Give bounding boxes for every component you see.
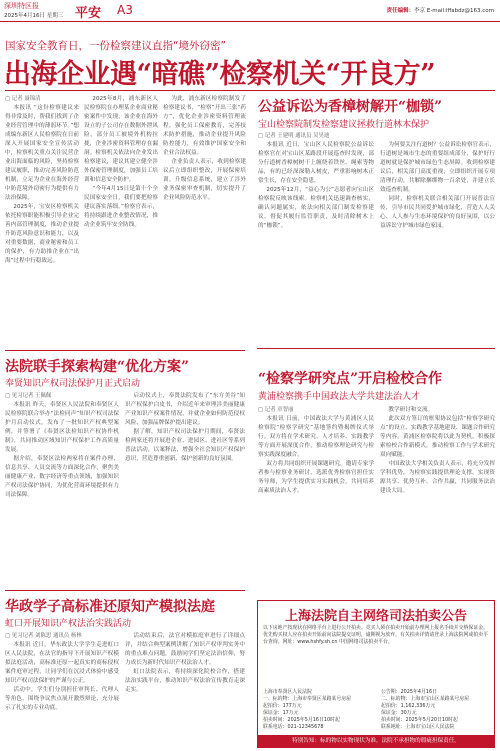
section-name: 平安 (75, 6, 102, 21)
ip-paragraph: 启动仪式上，奉贤法院发布了“东方美谷”知识产权保护白皮书，介绍近年来审理涉美丽健康产业知识产权案件情况，并就企业如何防范侵权风险、加强品牌保护提出建议。 (125, 393, 245, 426)
auction-line: 一、标的物：上海市奉贤区某路某号房屋 (263, 696, 352, 702)
auction-intro: 以下房地产按现状在网络平台上进行公开拍卖。竞买人须在拍卖开始前办理网上报名手续并交纳保证金。优先购买权人应在拍卖开始前向法院提交证明，逾期视为放弃。有关拍卖详情请登录上海法院网或拍卖平台查询。网址：www.hshfy.sh.cn 中国网络司法拍卖平台。 (263, 625, 488, 645)
tree-paragraph: 同时，检察机关联合相关部门开展普法宣传，引导市民共同爱护城市绿化，营造人人关心、人人参与生态环境保护的良好氛围，以公益诉讼守护城市绿色家园。 (380, 196, 495, 229)
lead-kicker: 国家安全教育日，一份检察建议直指“境外窃密” (5, 40, 226, 52)
court-paragraph: 本报讯 近日，华东政法大学学生走进虹口区人民法院，在法官的指导下开展知识产权模拟法庭活动，高标准还原一起真实的商标侵权案件庭审过程，让同学们在沉浸式体验中感受知识产权司法保护的严谨与公正。 (5, 642, 119, 684)
lead-column-1 (5, 95, 79, 345)
ip-column-1 (5, 392, 119, 582)
court-column-1 (5, 632, 119, 749)
auction-line: 二、标的物：上海市宝山区某路某号房屋 (381, 696, 470, 702)
auction-line: 联系地址：上海市宝山区人民法院 (381, 724, 455, 730)
ip-column-2 (125, 392, 245, 582)
tree-paragraph: 2025年12月，“益心为公”志愿者向宝山区检察院反映该线索。检察机关迅速调查核实，确认问题属实，依法向相关部门制发检察建议，督促其履行监管职责，及时清除树木上的“枷锁”。 (258, 187, 374, 229)
auction-line: 拍卖时间：2025年5月20日10时起 (381, 717, 458, 723)
ip-story-subtitle: 奉贤知识产权司法保护月正式启动 (5, 379, 141, 389)
ip-story-title: 法院联手探索构建“优化方案” (5, 359, 190, 375)
court-column-2 (125, 632, 245, 749)
ip-byline: ▢ 见习记者 王佩佩 (5, 393, 52, 399)
ip-paragraph: 据了解，知识产权司法保护月期间，奉贤法检两家还将开展进企业、进园区、进社区等系列普法活动，以案释法，增强全社会知识产权保护意识，营造尊重创新、保护创新的良好氛围。 (125, 429, 245, 462)
lead-paragraph: 企业负责人表示，收到检察建议后立即组织整改，开展保密培训，升级信息系统，建立了涉外业务保密审查机制，切实提升了企业风险防范水平。 (163, 159, 246, 201)
lead-paragraph: “今年4月15日是第十个全民国家安全日，我们要把检察建议落实落细。”检察官表示，将持续跟进企业整改情况，推动企业筑牢安全防线。 (84, 186, 158, 228)
tree-paragraph: 为何要关注行道树？公益诉讼检察官表示，行道树是城市生态的重要组成部分，保护好行道树就是保护城市绿色生态屏障。收到检察建议后，相关部门高度重视，立即组织开展专项清理行动，共解除捆绑物一百余处，并建立长效巡查机制。 (380, 142, 495, 193)
lead-column-2 (84, 95, 158, 345)
lead-paragraph: 为此，浦东新区检察院制发了检察建议书，“检察”开出三张“药方”，优化企业涉密资料管理流程，强化员工保密教育，完善技术防护措施，推动企业提升风险防控能力，有效维护国家安全和企业合法权益。 (163, 96, 246, 156)
court-rule (5, 590, 245, 591)
auction-line: 保证金：17万元 (263, 710, 299, 716)
page-number: A3 (117, 3, 133, 17)
auction-footer: 特别告知：标的物以实物现状为准，法院不承担物的瑕疵担保责任。 (258, 735, 494, 747)
auction-line: 起拍价：1,162,336万元 (381, 703, 436, 709)
court-paragraph: 活动结束后，法官对模拟庭审进行了详细点评，并结合典型案例讲解了知识产权审判实务中的重点难点问题，鼓励同学们坚定法治信仰，努力成长为新时代知识产权法治人才。 (125, 633, 245, 666)
study-paragraph: 本报讯 日前，中国政法大学与黄浦区人民检察院“检察学研究”基地签约暨揭牌仪式举行。双方将在学术研究、人才培养、实践教学等方面开展深度合作，推动检察理论研究与检察实践深度融合。 (258, 416, 374, 458)
study-paragraph: 中国政法大学相关负责人表示，将充分发挥学科优势，为检察实践提供理论支撑，实现资源共享、优势互补、合作共赢，共同服务法治建设大局。 (380, 461, 495, 494)
lead-paragraph: 2025年8月，浦东新区人民检察院在办理某企业商业秘密案件中发现，该企业在海外设立的子公司存在数据外泄风险，部分员工被境外机构拉拢，企业涉密资料管理存在漏洞。检察机关依法向企业发出检察建议，建议其建立健全涉外保密管理制度，加强员工培训和信息安全防护。 (84, 96, 158, 183)
court-story-subtitle: 虹口开展知识产权法治实践活动 (5, 619, 132, 629)
study-paragraph: 双方将共同组织开展课题研究，邀请专家学者参与检察业务研讨，选派优秀检察官担任实务导师，为学生提供实习实践机会，共同培养高素质法治人才。 (258, 461, 374, 494)
auction-title: 上海法院自主网络司法拍卖公告 (284, 609, 467, 624)
lead-paragraph: 本报讯 “这份检察建议来得非常及时，帮我们找到了企业经营管理中的薄弱环节。”想成编东新区人民检察院在日前深入开展国家安全宣传活动中，检察机关重点关注民营企业出海面临的风险，坚持检察建议履职，推动完善风险防范机制，立足为企业在海外经营中防范境外窃密行为提供有力法治保障。 (5, 105, 79, 201)
auction-line: 起拍价：177万元 (263, 703, 302, 709)
tree-story-title: 公益诉讼为香樟树解开“枷锁” (258, 99, 443, 115)
study-column-2 (380, 406, 495, 594)
lead-paragraph: 2025年，宝安区检察机关依托检察职能积极引导企业完善内部管理制度，推动企业提升防范风险意识和能力，以及对重要数据、商业秘密和员工的保护，有力助推企业在“出海”过程中行稳致远。 (5, 204, 79, 264)
ip-rule (5, 350, 245, 351)
auction-right-list (381, 689, 493, 731)
auction-notice (257, 600, 495, 748)
court-byline: ▢ 见习记者 刘陈思 通讯员 杨林 (5, 633, 82, 639)
auction-line: 公告期：2025年4月16日 (381, 689, 438, 695)
study-rule (257, 348, 495, 349)
issue-date: 2025年4月16日 星期三 (4, 13, 64, 19)
auction-line: 上海市奉贤区人民法院 (263, 689, 312, 695)
tree-story-subtitle: 宝山检察院制发检察建议拯救行道林木保护 (258, 120, 430, 130)
auction-line: 保证金：30万元 (381, 710, 417, 716)
court-paragraph: 虹口法院表示，将持续深化院校合作，搭建法治实践平台，推动知识产权法治宣传教育走深走实。 (125, 669, 245, 693)
page-header (0, 0, 500, 22)
court-story-title: 华政学子高标准还原知产模拟法庭 (5, 599, 215, 615)
study-column-1 (258, 406, 374, 594)
ip-paragraph: 本报讯 昨天，奉贤区人民法院和奉贤区人民检察院联合举办“法检同声”知识产权司法保护月启动仪式，发布了一批知识产权典型案例，并签署了《奉贤区法检知识产权协作机制》，共同推动区域知识产权保护工作高质量发展。 (5, 402, 119, 453)
study-paragraph: 此次双方签订的框架协议包括“检察学研究点”的设立、实践教学基地建设、课题合作研究等内容。黄浦区检察院将以此为契机，积极探索检校合作新模式，推动检察工作与学术研究双向赋能。 (380, 416, 495, 458)
newspaper-logo: 深圳特区报 (4, 2, 39, 10)
editor-info (387, 6, 494, 14)
editor-email: E-mail:lffabdz@163.com (426, 8, 494, 14)
tree-byline: ▢ 记者 王建明 通讯员 吴昊迪 (258, 133, 330, 139)
auction-line: 联系电话：021-12345678 (263, 724, 324, 730)
lead-headline: 出海企业遇“暗礁”检察机关“开良方” (4, 59, 436, 90)
tree-paragraph: 本报讯 近日，宝山区人民检察院公益诉讼检察官在对宝山区某路段开展巡查时发现，部分行道树香樟树树干上缠绕着铁丝、绳索等物品，有的已经深深勒入树皮，严重影响树木正常生长，存在安全隐患。 (258, 142, 374, 184)
lead-column-3 (163, 95, 246, 345)
study-story-title: “检察学研究点”开启检校合作 (258, 371, 443, 387)
auction-line: 拍卖时间：2025年5月16日10时起 (263, 717, 340, 723)
study-story-subtitle: 黄浦检察携手中国政法大学共建法治人才 (258, 392, 421, 402)
tree-column-2 (380, 141, 495, 342)
editor-name: 李京 (414, 8, 426, 14)
editor-label: 责任编辑： (386, 8, 415, 14)
study-byline: ▢ 记者 章智丽 (258, 407, 294, 413)
auction-left-list (263, 689, 375, 731)
court-paragraph: 活动中，学生们分别担任审判长、代理人等角色，围绕争议焦点展开激烈辩论，充分展示了扎实的专业功底。 (5, 687, 119, 711)
ip-paragraph: 据介绍，奉贤区法检两家将在案件办理、信息共享、人员交流等方面深化合作，聚焦美丽健康产业、数字经济等重点领域，加强知识产权司法保护协同，为优化营商环境提供有力司法保障。 (5, 456, 119, 498)
tree-column-1 (258, 132, 374, 342)
lead-rule (5, 90, 495, 91)
lead-byline: ▢ 记者 聂锦清 (5, 96, 41, 102)
study-paragraph: 教学研讨和交流。 (388, 407, 434, 413)
